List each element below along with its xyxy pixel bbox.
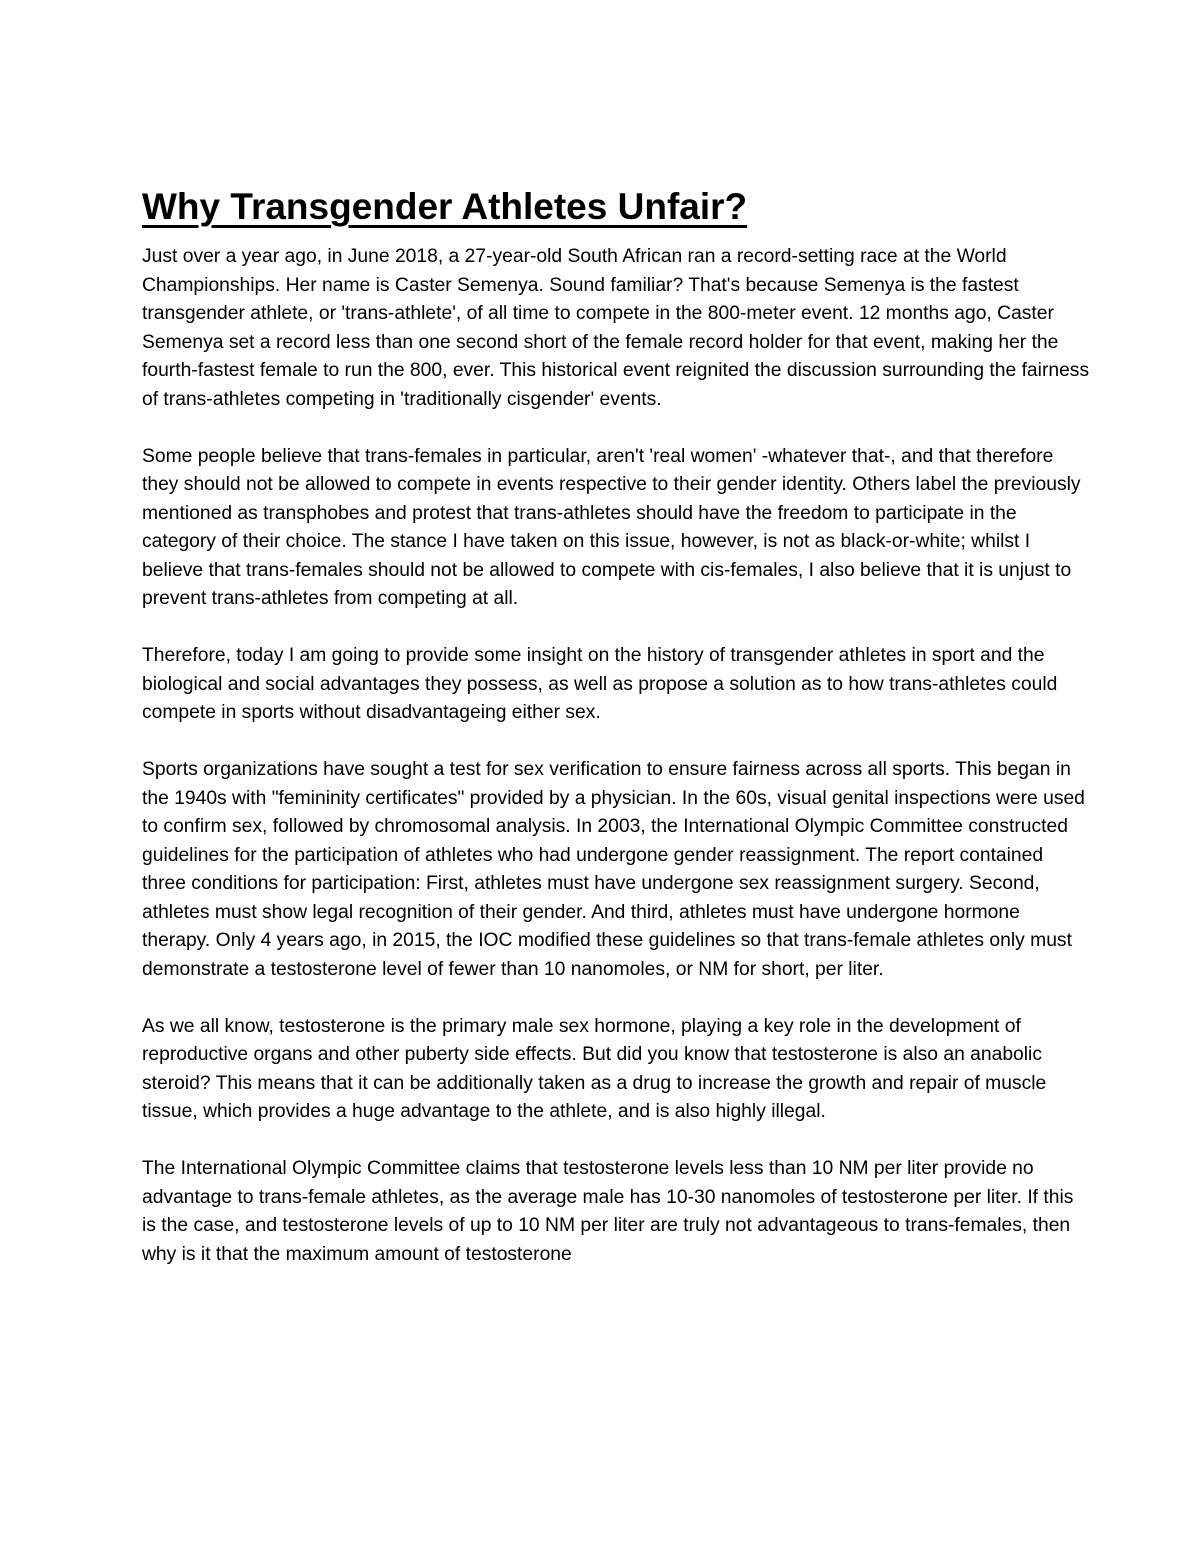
- paragraph-ioc-claims: The International Olympic Committee claims that testosterone levels less than 10 NM per liter provide no advantage to trans-female athletes, as the average male has 10-30 nanomoles of testosterone per liter. If this is the case, and testosterone levels of up to 10 NM per liter are truly not advantageous to trans-females, then why is it that the maximum amount of testosterone: [142, 1158, 1074, 1265]
- paragraph-history: Sports organizations have sought a test for sex verification to ensure fairness across all sports. This began in the 1940s with "femininity certificates" provided by a physician. In the 60s, visual genital inspections were used to confirm sex, followed by chromosomal analysis. In 2003, the International Olympic Committee constructed guidelines for the participation of athletes who had undergone gender reassignment. The report contained three conditions for participation: First, athletes must have undergone sex reassignment surgery. Second, athletes must show legal recognition of their gender. And third, athletes must have undergone hormone therapy. Only 4 years ago, in 2015, the IOC modified these guidelines so that trans-female athletes only must demonstrate a testosterone level of fewer than 10 nanomoles, or NM for short, per liter.: [142, 759, 1085, 980]
- document-title: Why Transgender Athletes Unfair?: [142, 186, 748, 227]
- document-body: [142, 183, 1092, 1269]
- paragraph-intro: Just over a year ago, in June 2018, a 27-year-old South African ran a record-setting race at the World Championships. Her name is Caster Semenya. Sound familiar? That's because Semenya is the fastest transgender athlete, or 'trans-athlete', of all time to compete in the 800-meter event. 12 months ago, Caster Semenya set a record less than one second short of the female record holder for that event, making her the fourth-fastest female to run the 800, ever. This historical event reignited the discussion surrounding the fairness of trans-athletes competing in 'traditionally cisgender' events.: [142, 246, 1090, 410]
- paragraph-testosterone: As we all know, testosterone is the primary male sex hormone, playing a key role in the development of reproductive organs and other puberty side effects. But did you know that testosterone is also an anabolic steroid? This means that it can be additionally taken as a drug to increase the growth and repair of muscle tissue, which provides a huge advantage to the athlete, and is also highly illegal.: [142, 1015, 1047, 1122]
- paragraph-outline: Therefore, today I am going to provide some insight on the history of transgender athletes in sport and the biological and social advantages they possess, as well as propose a solution as to how trans-athletes could compete in sports without disadvantageing either sex.: [142, 645, 1058, 723]
- paragraph-stance: Some people believe that trans-females in particular, aren't 'real women' -whatever that-, and that therefore they should not be allowed to compete in events respective to their gender identity. Others label the previously mentioned as transphobes and protest that trans-athletes should have the freedom to participate in the category of their choice. The stance I have taken on this issue, however, is not as black-or-white; whilst I believe that trans-females should not be allowed to compete with cis-females, I also believe that it is unjust to prevent trans-athletes from competing at all.: [142, 445, 1081, 609]
